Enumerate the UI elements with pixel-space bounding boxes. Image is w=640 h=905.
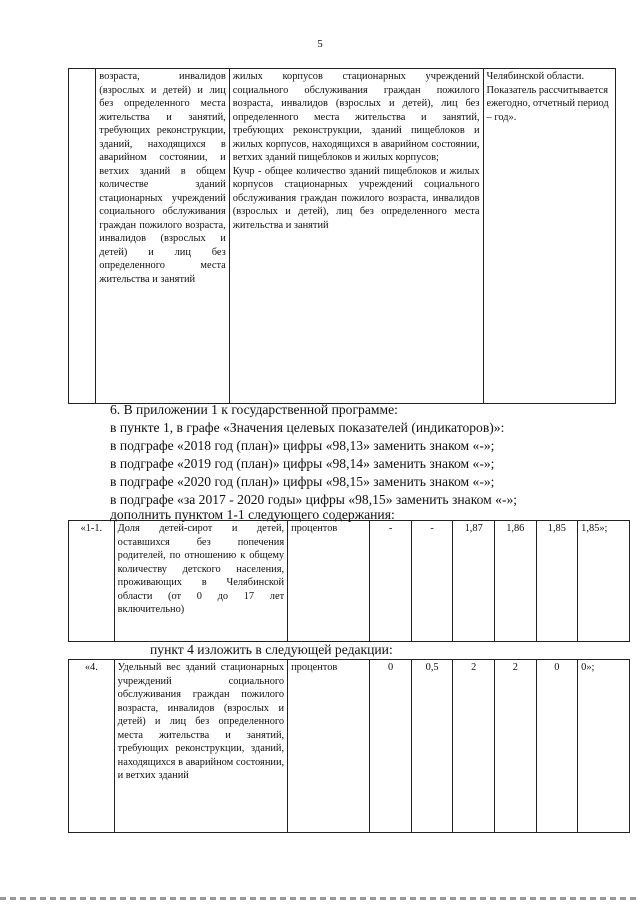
formula-description-cell (229, 69, 483, 404)
formula-text-part-1: жилых корпусов стационарных учреждений социального обслуживания граждан пожилого возраста, инвалидов (взрослых и детей), лиц без определенного места жительства и занятий, требующих реконструкции, зданий пищеблоков и жилых корпусов, находящихся в аварийном состоянии, ветхих зданий пищеблоков и жилых корпусов; (232, 71, 480, 164)
value-cell: 1,87 (453, 521, 495, 642)
scan-bottom-edge (0, 897, 640, 900)
amendment-line: пункт 4 изложить в следующей редакции: (150, 642, 393, 657)
value-cell: 1,85»; (578, 521, 630, 642)
indicator-1-1-table (68, 520, 630, 642)
source-period-cell: Челябинской области. Показатель рассчитывается ежегодно, отчетный период – год». (483, 69, 615, 404)
amendment-line: в подграфе «2020 год (план)» цифры «98,15» заменить знаком «-»; (110, 474, 495, 489)
amendment-line: в подграфе «за 2017 - 2020 годы» цифры «98,15» заменить знаком «-»; (110, 492, 518, 507)
indicator-4-table (68, 659, 630, 833)
unit-cell: процентов (288, 521, 370, 642)
table-row (69, 69, 616, 404)
amendment-heading: 6. В приложении 1 к государственной программе: (110, 402, 398, 417)
value-cell: 2 (495, 660, 537, 833)
value-cell: 1,85 (536, 521, 578, 642)
formula-text-part-2: Кучр - общее количество зданий пищеблоков и жилых корпусов стационарных учреждений социального обслуживания граждан пожилого возраста, инвалидов (взрослых и детей), лиц без определенного места жительства и занятий (232, 165, 480, 231)
row-number-cell: «1-1. (69, 521, 115, 642)
value-cell: 0»; (578, 660, 630, 833)
amendment-line: в подграфе «2019 год (план)» цифры «98,14» заменить знаком «-»; (110, 456, 495, 471)
amendment-line: в пункте 1, в графе «Значения целевых показателей (индикаторов)»: (110, 420, 505, 435)
value-cell: - (370, 521, 412, 642)
value-cell: 0 (370, 660, 412, 833)
table-row (69, 521, 630, 642)
indicator-name-cell: Удельный вес зданий стационарных учреждений социального обслуживания граждан пожилого возраста, инвалидов (взрослых и детей) и лиц без определенного места жительства и занятий, требующих реконструкции, зданий, находящихся в аварийном состоянии, и ветхих зданий (114, 660, 287, 833)
row-number-cell (69, 69, 96, 404)
amendment-line: дополнить пунктом 1-1 следующего содержания: (110, 507, 395, 522)
value-cell: - (411, 521, 453, 642)
unit-cell: процентов (288, 660, 370, 833)
page-number: 5 (317, 38, 323, 50)
indicator-name-cell: возраста, инвалидов (взрослых и детей) и лиц без определенного места жительства и занятий, требующих реконструкции, зданий, находящихся в аварийном состоянии, и ветхих зданий в общем количестве зданий стационарных учреждений социального обслуживания граждан пожилого возраста, инвалидов (взрослых и детей) и лиц без определенного места жительства и занятий (96, 69, 229, 404)
table-row (69, 660, 630, 833)
value-cell: 2 (453, 660, 495, 833)
amendment-line: в подграфе «2018 год (план)» цифры «98,13» заменить знаком «-»; (110, 438, 495, 453)
value-cell: 1,86 (495, 521, 537, 642)
row-number-cell: «4. (69, 660, 115, 833)
continued-indicator-table (68, 68, 616, 404)
indicator-name-cell: Доля детей-сирот и детей, оставшихся без попечения родителей, по отношению к общему количеству детского населения, проживающих в Челябинской области (от 0 до 17 лет включительно) (114, 521, 287, 642)
value-cell: 0,5 (411, 660, 453, 833)
value-cell: 0 (536, 660, 578, 833)
